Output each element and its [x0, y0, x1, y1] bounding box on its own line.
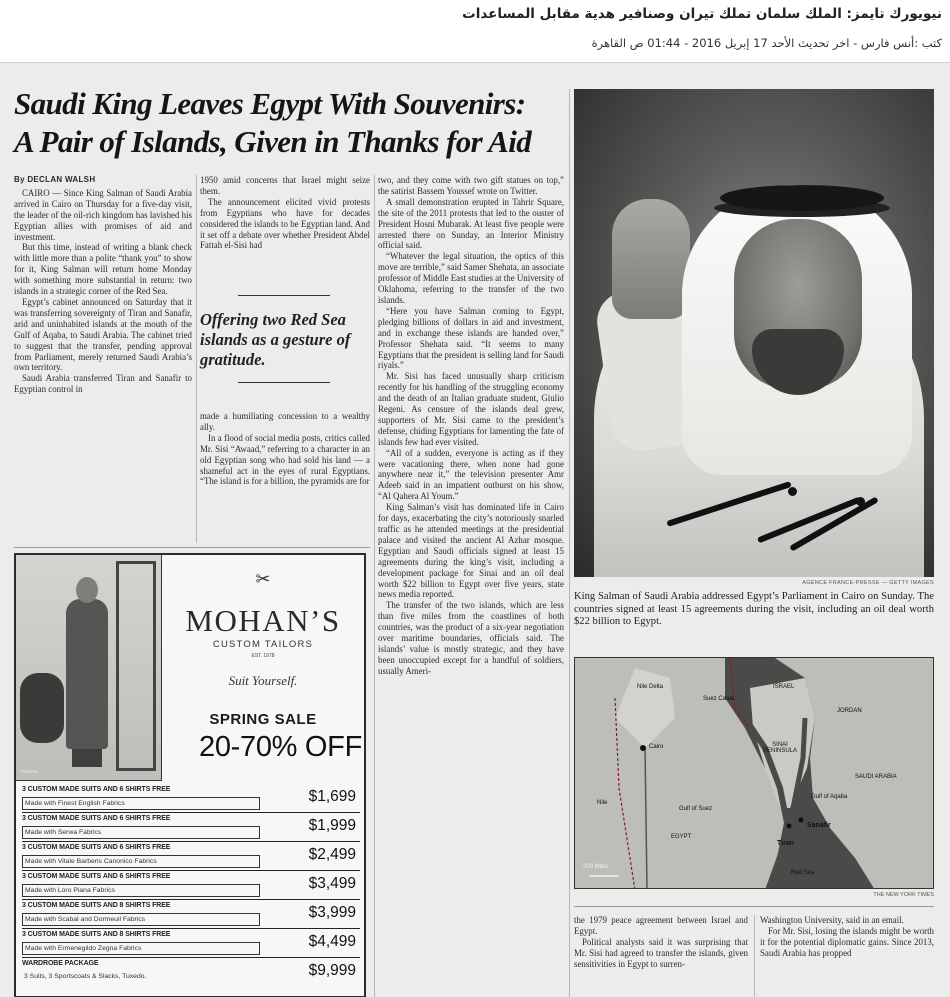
paragraph: A small demonstration erupted in Tahrir Square, the site of the 2011 protests that led to the ouster of President Hosni Mubarak. At least five people were arrested there on Sunday, an Interior Ministry official said. — [378, 196, 564, 251]
paragraph: 1950 amid concerns that Israel might seize them. — [200, 175, 370, 196]
paragraph: “All of a sudden, everyone is acting as if they were vacationing there, when none had gone anywhere near it,” the television presenter Amr Adeeb said in an impatient outburst on his show, “Al Qahera Al Youm.” — [378, 447, 564, 502]
brand-subtitle: CUSTOM TAILORS — [212, 639, 314, 650]
article-column-2-bottom — [200, 411, 370, 543]
photo-tag: #ICAVAL — [20, 769, 38, 774]
price-row — [22, 842, 360, 871]
paragraph: For Mr. Sisi, losing the islands might be worth it for the potential diplomatic gains. Since 2013, Saudi Arabia has propped — [760, 925, 934, 958]
pull-quote-text: Offering two Red Sea islands as a gesture of gratitude. — [200, 310, 351, 369]
column-divider — [569, 89, 570, 997]
headline-line-1: Saudi King Leaves Egypt With Souvenirs: — [14, 86, 526, 121]
package-title: 3 CUSTOM MADE SUITS AND 6 SHIRTS FREE — [22, 815, 171, 822]
map-label: SINAI PENINSULA — [762, 742, 797, 754]
package-fabric: Made with Serwa Fabrics — [22, 826, 260, 839]
package-price: $3,999 — [308, 904, 356, 921]
price-row — [22, 784, 360, 813]
map-label: Gulf of Suez — [679, 806, 713, 812]
article-title: نيويورك تايمز: الملك سلمان تملك تيران وصنافير هدية مقابل المساعدات — [462, 6, 942, 22]
headline-line-2: A Pair of Islands, Given in Thanks for Aid — [14, 124, 532, 159]
price-row — [22, 929, 360, 958]
suited-man — [66, 599, 108, 749]
agal-headband — [720, 185, 884, 211]
paragraph: Political analysts said it was surprising that Mr. Sisi had agreed to transfer the islands, given sensitivities in Egypt to surren- — [574, 936, 748, 969]
sale-heading: SPRING SALE — [209, 711, 317, 728]
paragraph: Saudi Arabia transferred Tiran and Sanafir to Egyptian control in — [14, 373, 192, 395]
paragraph: But this time, instead of writing a blank check with little more than a polite “thank you” to show for it, King Salman will return home Monday with something more substantial in return: two islands in a strategic corner of the Red Sea. — [14, 242, 192, 297]
paragraph: The transfer of the two islands, which are less than five miles from the coastlines of both countries, was the product of a six-year negotiation over maritime boundaries, officials said. The islands’ value is mostly strategic, and they have been unoccupied except for a handful of soldiers, usually Ameri- — [378, 600, 564, 676]
scissors-icon: ✂ — [255, 569, 271, 590]
divider — [238, 295, 330, 296]
package-title: WARDROBE PACKAGE — [22, 960, 99, 967]
section-divider — [14, 547, 370, 548]
tailor-advertisement — [14, 553, 366, 997]
map-label: Red Sea — [791, 870, 815, 876]
ad-slogan: Suit Yourself. — [228, 673, 298, 688]
column-divider — [196, 175, 197, 543]
map-label: ISRAEL — [773, 684, 795, 690]
author-byline: By DECLAN WALSH — [14, 175, 96, 184]
column-divider — [754, 915, 755, 997]
package-title: 3 CUSTOM MADE SUITS AND 6 SHIRTS FREE — [22, 786, 171, 793]
package-price: $2,499 — [308, 846, 356, 863]
paragraph: made a humiliating concession to a wealthy ally. — [200, 411, 370, 432]
article-byline: كتب :أنس فارس - اخر تحديث الأحد 17 إبريل 2016 - 01:44 ص القاهرة — [591, 36, 942, 50]
pull-quote — [200, 295, 368, 383]
paragraph: CAIRO — Since King Salman of Saudi Arabia arrived in Cairo on Thursday for a five-day visit, the leader of the oil-rich kingdom has lavished his Egyptian allies with promises of aid and investment. — [14, 187, 192, 242]
paragraph: Mr. Sisi has faced unusually sharp criticism recently for his handling of the struggling economy and the death of an Italian graduate student, Giulio Regeni. As censure of the islands deal grew, supporters of Mr. Sisi came to the president’s defense, chiding Egyptians for lamenting the fate of islands few had ever visited. — [378, 371, 564, 447]
package-price: $9,999 — [308, 962, 356, 979]
price-list — [22, 784, 360, 987]
map-label: SAUDI ARABIA — [855, 774, 897, 780]
package-title: 3 CUSTOM MADE SUITS AND 6 SHIRTS FREE — [22, 873, 171, 880]
map-credit: THE NEW YORK TIMES — [873, 892, 934, 898]
paragraph: the 1979 peace agreement between Israel and Egypt. — [574, 915, 748, 936]
price-row — [22, 871, 360, 900]
package-fabric: 3 Suits, 3 Sportscoats & Slacks, Tuxedo, — [24, 973, 147, 980]
map-label: Cairo — [649, 744, 664, 750]
article-column-2-top — [200, 175, 370, 287]
paragraph: Egypt’s cabinet announced on Saturday that it was transferring sovereignty of Tiran and Sanafir, arid and uninhabited islands at the mouth of the Gulf of Aqaba, to Saudi Arabia. The cabinet tried to suggest that the transfer, pending approval from Parliament, merely returned Saudi Arabia’s own territory. — [14, 296, 192, 373]
column-divider — [374, 175, 375, 997]
paragraph: The announcement elicited vivid protests from Egyptians who have for decades considered the islands to be Egyptian land. And it set off a debate over whether President Abdel Fattah el-Sisi had — [200, 196, 370, 251]
paragraph: “Here you have Salman coming to Egypt, pledging billions of dollars in aid and investment, and in exchange these islands are handed over,” Professor Shehata said. “It seems to many Egyptians that the president is selling land for Saudi riyals.” — [378, 305, 564, 371]
paragraph: In a flood of social media posts, critics called Mr. Sisi “Awaad,” referring to a character in an old Egyptian song who had sold his land — a shameful act in the eyes of rural Egyptians. “The island is for a billion, the pyramids are for — [200, 432, 370, 487]
article-column-3 — [378, 175, 564, 997]
package-fabric: Made with Ermenegildo Zegna Fabrics — [22, 942, 260, 955]
package-title: 3 CUSTOM MADE SUITS AND 6 SHIRTS FREE — [22, 844, 171, 851]
price-row — [22, 813, 360, 842]
paragraph: two, and they come with two gift statues on top,” the satirist Bassem Youssef wrote on Twitter. — [378, 175, 564, 196]
map-label: Suez Canal — [703, 696, 735, 702]
region-map — [574, 657, 934, 889]
section-divider — [574, 906, 934, 907]
package-title: 3 CUSTOM MADE SUITS AND 8 SHIRTS FREE — [22, 931, 171, 938]
map-scale: 200 Miles — [583, 864, 609, 870]
map-label: JORDAN — [837, 708, 862, 714]
established-year: EST. 1978 — [251, 653, 275, 659]
map-label: Tiran — [777, 840, 794, 847]
map-label: Nile Delta — [637, 684, 664, 690]
package-price: $4,499 — [308, 933, 356, 950]
package-price: $3,499 — [308, 875, 356, 892]
package-fabric: Made with Loro Piana Fabrics — [22, 884, 260, 897]
ad-branding — [162, 555, 364, 781]
article-column-4 — [574, 915, 748, 997]
divider — [238, 382, 330, 383]
article-column-5 — [760, 915, 934, 997]
package-price: $1,699 — [308, 788, 356, 805]
package-fabric: Made with Finest English Fabrics — [22, 797, 260, 810]
package-title: 3 CUSTOM MADE SUITS AND 8 SHIRTS FREE — [22, 902, 171, 909]
map-label: Gulf of Aqaba — [811, 794, 848, 800]
package-fabric: Made with Vitale Barberis Canonico Fabrics — [22, 855, 260, 868]
newspaper-clipping — [0, 62, 950, 997]
paragraph: King Salman’s visit has dominated life in Cairo for days, exacerbating the city’s notoriously snarled traffic as he attended meetings at the presidential palace and visited the ancient Al Azhar mosque. Egyptian and Saudi officials signed at least 15 agreements during the king’s visit, including a development package for Sinai and an oil deal worth $22 billion to Egypt over five years, state news media reported. — [378, 502, 564, 600]
paragraph: “Whatever the legal situation, the optics of this move are terrible,” said Samer Shehata, an associate professor of Middle East studies at the University of Oklahoma, referring to the transfer of the two islands. — [378, 251, 564, 305]
king-salman-photo — [574, 89, 934, 577]
photo-credit: AGENCE FRANCE-PRESSE — GETTY IMAGES — [802, 580, 934, 586]
map-label: Sanafir — [807, 822, 831, 829]
map-label: EGYPT — [671, 834, 692, 840]
price-row — [22, 900, 360, 929]
photo-caption: King Salman of Saudi Arabia addressed Egypt’s Parliament in Cairo on Sunday. The countries signed at least 15 agreements during the visit, including an oil deal worth $22 billion to Egypt. — [574, 591, 934, 628]
raised-hand — [612, 199, 690, 319]
paragraph: Washington University, said in an email. — [760, 915, 904, 925]
package-fabric: Made with Scabal and Dormeuil Fabrics — [22, 913, 260, 926]
newspaper-headline — [14, 85, 564, 161]
article-column-1 — [14, 175, 192, 543]
map-label: Nile — [597, 800, 608, 806]
price-row — [22, 958, 360, 987]
package-price: $1,999 — [308, 817, 356, 834]
discount-text: 20-70% OFF — [199, 731, 362, 763]
brand-name: MOHAN’S — [185, 603, 341, 638]
